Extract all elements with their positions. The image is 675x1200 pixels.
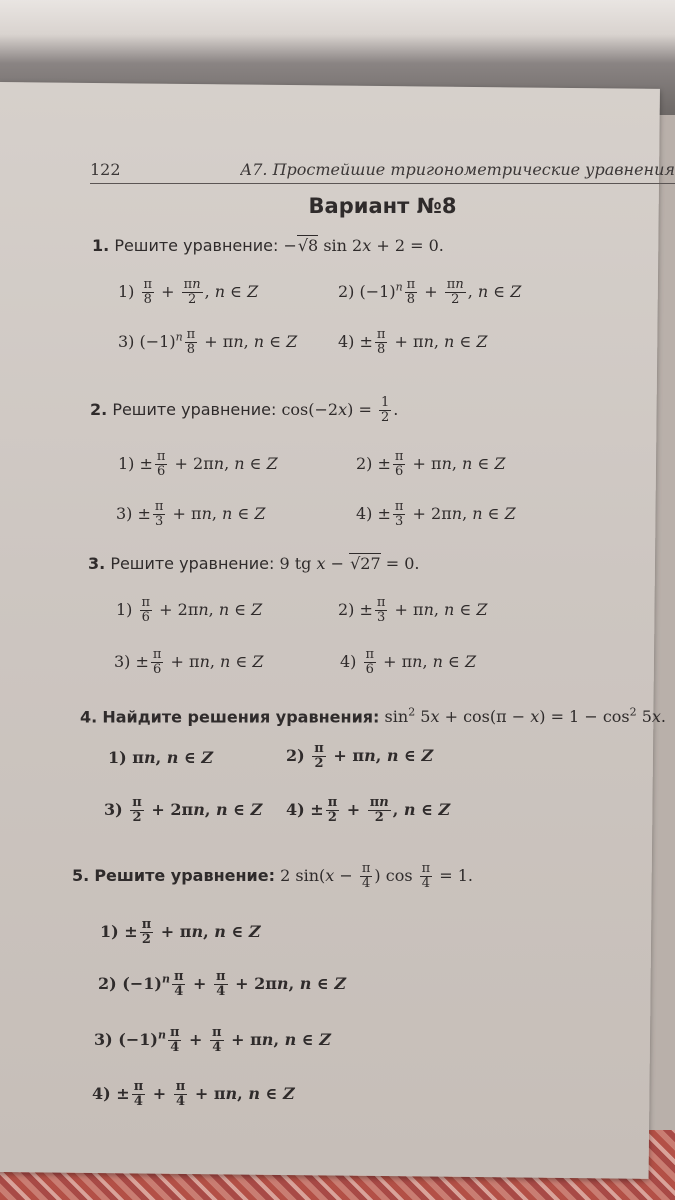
page-number: 122: [90, 160, 121, 179]
task-2-answer-2: 2) ± $\frac{\pi}{6}$ + πn, n ∈ Z: [356, 449, 506, 479]
task-5-statement: 5. Решите уравнение: 2 sin(x − $\frac{\pi}{4}$ ) cos $\frac{\pi}{4}$ = 1.: [72, 861, 474, 891]
task-1-answer-1: 1) $\frac{\pi}{8}$ + $\frac{\pi n}{2}$ , n ∈ Z: [118, 277, 259, 307]
task-2-answer-1: 1) ± $\frac{\pi}{6}$ + 2πn, n ∈ Z: [118, 449, 278, 479]
task-5-answer-4: 4) ± $\frac{\pi}{4}$ + $\frac{\pi}{4}$ + πn, n ∈ Z: [92, 1079, 295, 1109]
task-3-answer-1: 1) $\frac{\pi}{6}$ + 2πn, n ∈ Z: [116, 595, 263, 625]
task-1-answer-2: 2) $(-1)^n$ $\frac{\pi}{8}$ + $\frac{\pi n}{2}$ , n ∈ Z: [338, 277, 522, 307]
task-4-answer-3: 3) $\frac{\pi}{2}$ + 2πn, n ∈ Z: [104, 795, 263, 825]
task-4-answer-2: 2) $\frac{\pi}{2}$ + πn, n ∈ Z: [286, 741, 434, 771]
task-4-statement: 4. Найдите решения уравнения: $\sin^2 5x + \cos(\pi - x) = 1 - \cos^2 5x$.: [80, 706, 667, 727]
variant-title: Вариант №8: [308, 194, 457, 218]
task-3-answer-4: 4) $\frac{\pi}{6}$ + πn, n ∈ Z: [340, 647, 477, 677]
task-1-answer-4: 4) ± $\frac{\pi}{8}$ + πn, n ∈ Z: [338, 327, 488, 357]
task-4-answer-1: 1) πn, n ∈ Z: [108, 748, 214, 767]
task-5-answer-1: 1) ± $\frac{\pi}{2}$ + πn, n ∈ Z: [100, 917, 261, 947]
task-2-answer-3: 3) ± $\frac{\pi}{3}$ + πn, n ∈ Z: [116, 499, 266, 529]
task-1-statement: 1. Решите уравнение: −√8 sin 2x + 2 = 0.: [92, 236, 444, 255]
task-3-answer-2: 2) ± $\frac{\pi}{3}$ + πn, n ∈ Z: [338, 595, 488, 625]
section-title: А7. Простейшие тригонометрические уравнения: [240, 160, 675, 179]
task-3-answer-3: 3) ± $\frac{\pi}{6}$ + πn, n ∈ Z: [114, 647, 264, 677]
task-1-answer-3: 3) $(-1)^n$ $\frac{\pi}{8}$ + πn, n ∈ Z: [118, 327, 298, 357]
running-head: [90, 160, 675, 184]
task-4-answer-4: 4) ± $\frac{\pi}{2}$ + $\frac{\pi n}{2}$ , n ∈ Z: [286, 795, 451, 825]
task-3-statement: 3. Решите уравнение: 9 tg x − √27 = 0.: [88, 554, 420, 573]
task-5-answer-2: 2) $(-1)^n$ $\frac{\pi}{4}$ + $\frac{\pi}{4}$ + 2πn, n ∈ Z: [98, 969, 347, 999]
task-2-answer-4: 4) ± $\frac{\pi}{3}$ + 2πn, n ∈ Z: [356, 499, 516, 529]
task-5-answer-3: 3) $(-1)^n$ $\frac{\pi}{4}$ + $\frac{\pi}{4}$ + πn, n ∈ Z: [94, 1025, 331, 1055]
task-2-statement: 2. Решите уравнение: cos(−2x) = $\frac{1}{2}$ .: [90, 395, 399, 425]
